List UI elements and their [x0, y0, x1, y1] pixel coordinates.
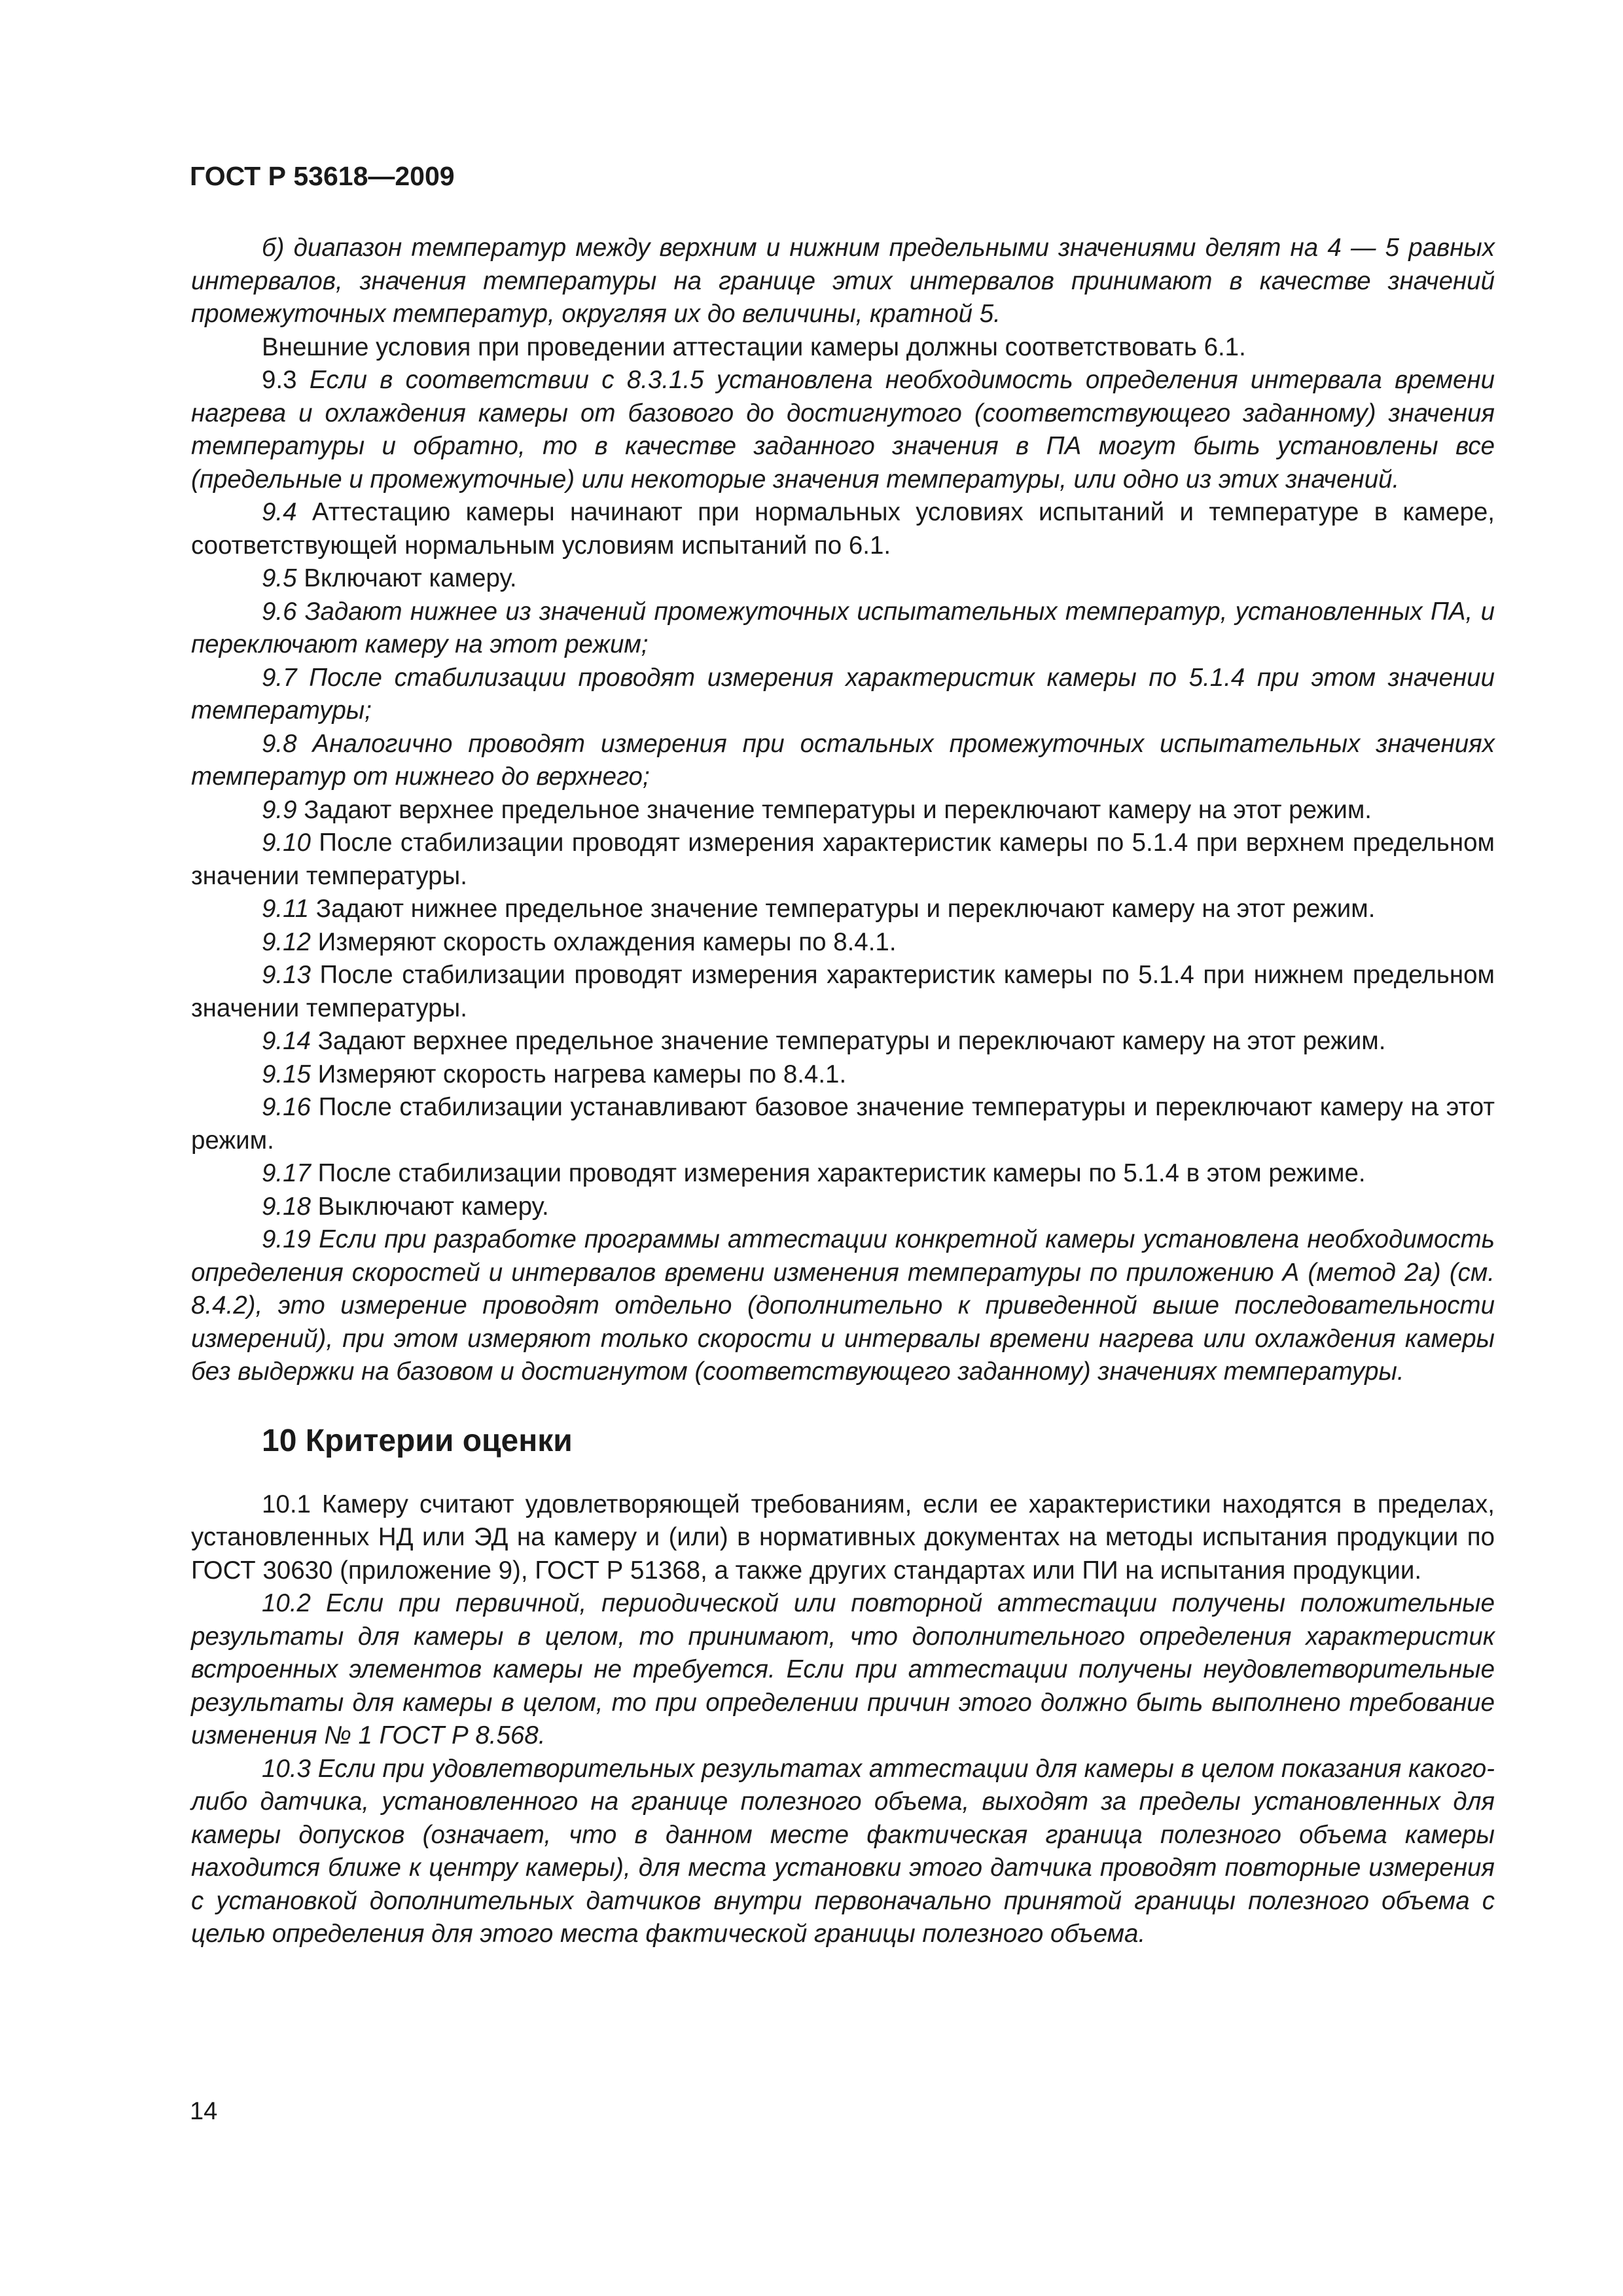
clause-text: Измеряют скорость нагрева камеры по 8.4.1.	[317, 1060, 847, 1088]
clause-10-1	[191, 1488, 1495, 1588]
clause-text: После стабилизации устанавливают базовое значение температуры и переключают камеру на этот режим.	[191, 1093, 1495, 1155]
clause-9-8	[191, 728, 1495, 794]
document-header: ГОСТ Р 53618—2009	[190, 161, 455, 191]
clause-text: Аналогично проводят измерения при остальных промежуточных испытательных значениях температур от нижнего до верхнего;	[191, 729, 1495, 791]
clause-number: 9.3	[262, 366, 297, 394]
clause-9-9	[191, 794, 1495, 827]
clause-text: Если в соответствии с 8.3.1.5 установлена необходимость определения интервала времени нагрева и охлаждения камеры от базового до достигнутого (соответствующего заданному) значения температуры и обратно, то в качестве заданного значения в ПА могут быть установлены все (предельные и промежуточные) или некоторые значения температуры, или одно из этих значений.	[191, 366, 1495, 493]
clause-text: Задают верхнее предельное значение температуры и переключают камеру на этот режим.	[304, 795, 1372, 824]
clause-number: 9.12	[262, 927, 311, 956]
clause-9-5	[191, 562, 1495, 596]
clause-text: Если при разработке программы аттестации конкретной камеры установлена необходимость определения скоростей и интервалов времени изменения температуры по приложению А (метод 2а) (см. 8.4.2), это измерение проводят отдельно (дополнительно к приведенной выше последовательности измерений), при этом измеряют только скорости и интервалы времени нагрева или охлаждения камеры без выдержки на базовом и достигнутом (соответствующего заданному) значениях температуры.	[191, 1225, 1495, 1386]
clause-10-2	[191, 1587, 1495, 1753]
clause-number: 9.14	[262, 1027, 311, 1055]
clause-9-18	[191, 1191, 1495, 1224]
clause-9-7	[191, 662, 1495, 728]
clause-text: После стабилизации проводят измерения характеристик камеры по 5.1.4 при нижнем предельном значении температуры.	[191, 961, 1495, 1022]
clause-number: 9.8	[262, 729, 297, 758]
clause-9-10	[191, 827, 1495, 893]
clause-text: После стабилизации проводят измерения характеристик камеры по 5.1.4 при верхнем предельном значении температуры.	[191, 829, 1495, 890]
clause-number: 9.13	[262, 961, 311, 989]
clause-9-6	[191, 596, 1495, 662]
clause-number: 10.3	[262, 1754, 311, 1783]
clause-9-11	[191, 893, 1495, 926]
clause-number: 9.16	[262, 1093, 311, 1121]
clause-text: Включают камеру.	[304, 564, 517, 592]
clause-9-12	[191, 926, 1495, 960]
clause-number: 9.4	[262, 498, 297, 526]
clause-9-19	[191, 1223, 1495, 1389]
clause-9-16	[191, 1091, 1495, 1157]
clause-number: 9.17	[262, 1159, 311, 1187]
clause-number: 9.9	[262, 795, 297, 824]
clause-text: Камеру считают удовлетворяющей требованиям, если ее характеристики находятся в пределах, установленных НД или ЭД на камеру и (или) в нормативных документах на методы испытания продукции по ГОСТ 30630 (приложение 9), ГОСТ Р 51368, а также других стандартах или ПИ на испытания продукции.	[191, 1490, 1495, 1585]
clause-number: 9.11	[262, 895, 310, 923]
clause-number: 10.1	[262, 1490, 311, 1518]
paragraph-b-range	[191, 232, 1495, 331]
document-body	[191, 232, 1495, 1951]
clause-9-4	[191, 496, 1495, 562]
clause-text: После стабилизации проводят измерения характеристик камеры по 5.1.4 при этом значении температуры;	[191, 663, 1495, 725]
clause-10-3	[191, 1753, 1495, 1951]
clause-text: После стабилизации проводят измерения характеристик камеры по 5.1.4 в этом режиме.	[317, 1159, 1366, 1187]
clause-number: 9.5	[262, 564, 297, 592]
clause-text: Выключают камеру.	[317, 1192, 549, 1221]
clause-text: Если при удовлетворительных результатах аттестации для камеры в целом показания какого-либо датчика, установленного на границе полезного объема, выходят за пределы установленных для камеры допусков (означает, что в данном месте фактическая граница полезного объема камеры находится ближе к центру камеры), для места установки этого датчика проводят повторные измерения с установкой дополнительных датчиков внутри первоначально принятой границы полезного объема с целью определения для этого места фактической границы полезного объема.	[191, 1754, 1495, 1948]
clause-number: 9.6	[262, 597, 297, 626]
clause-text: Если при первичной, периодической или повторной аттестации получены положительные результаты для камеры в целом, то принимают, что дополнительного определения характеристик встроенных элементов камеры не требуется. Если при аттестации получены неудовлетворительные результаты для камеры в целом, то при определении причин этого должно быть выполнено требование изменения № 1 ГОСТ Р 8.568.	[191, 1589, 1495, 1749]
clause-number: 10.2	[262, 1589, 311, 1617]
clause-number: 9.19	[262, 1225, 311, 1253]
clause-number: 9.15	[262, 1060, 311, 1088]
clause-9-15	[191, 1058, 1495, 1092]
clause-text: Задают нижнее предельное значение температуры и переключают камеру на этот режим.	[315, 895, 1376, 923]
clause-9-3	[191, 364, 1495, 496]
paragraph-text: б) диапазон температур между верхним и нижним предельными значениями делят на 4 — 5 равных интервалов, значения температуры на границе этих интервалов принимают в качестве значений промежуточных температур, округляя их до величины, кратной 5.	[191, 234, 1495, 328]
clause-text: Аттестацию камеры начинают при нормальных условиях испытаний и температуре в камере, соответствующей нормальным условиям испытаний по 6.1.	[191, 498, 1495, 560]
clause-text: Измеряют скорость охлаждения камеры по 8.4.1.	[317, 927, 897, 956]
section-10-heading: 10 Критерии оценки	[262, 1423, 573, 1458]
paragraph-text: Внешние условия при проведении аттестации камеры должны соответствовать 6.1.	[262, 332, 1246, 361]
clause-9-17	[191, 1157, 1495, 1191]
clause-number: 9.18	[262, 1192, 311, 1221]
clause-text: Задают нижнее из значений промежуточных испытательных температур, установленных ПА, и переключают камеру на этот режим;	[191, 597, 1495, 658]
clause-9-14	[191, 1025, 1495, 1058]
clause-number: 9.10	[262, 829, 311, 857]
page-number: 14	[190, 2098, 218, 2125]
clause-number: 9.7	[262, 663, 297, 692]
clause-text: Задают верхнее предельное значение температуры и переключают камеру на этот режим.	[317, 1027, 1386, 1055]
paragraph-external-conditions	[191, 331, 1495, 365]
clause-9-13	[191, 959, 1495, 1025]
